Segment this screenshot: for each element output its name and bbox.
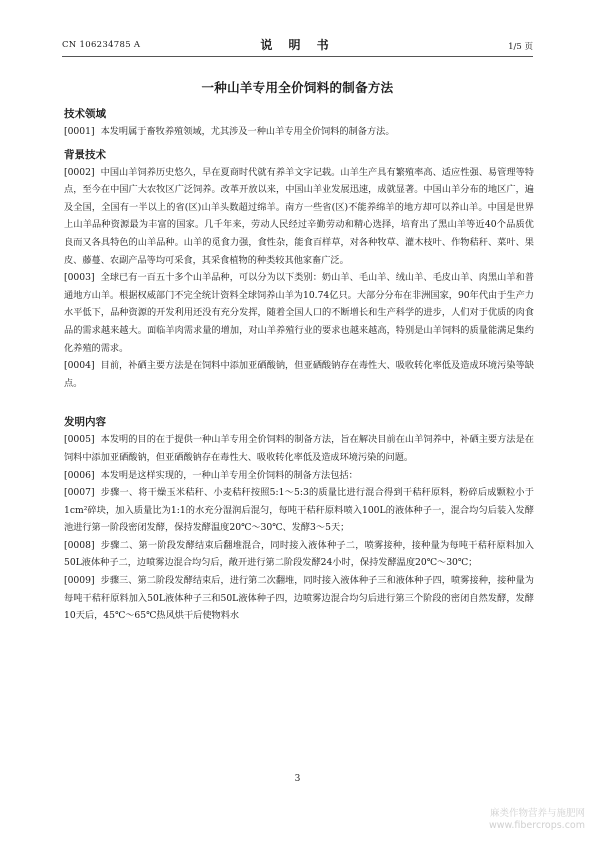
document-body bbox=[64, 106, 534, 625]
paragraph-text: 中国山羊饲养历史悠久，早在夏商时代就有养羊文字记载。山羊生产具有繁殖率高、适应性强、易管理等特点，至今在中国广大农牧区广泛饲养。改革开放以来，中国山羊业发展迅速，成就显著。中国山羊分布的地区广，遍及全国，全国有一半以上的省(区)山羊头数超过绵羊。南方一些省(区)不能养绵羊的地方却可以养山羊。中国是世界上山羊品种资源最为丰富的国家。几千年来，劳动人民经过辛勤劳动和精心选择，培育出了黑山羊等近40个品质优良而又各具特色的山羊品种。山羊的觅食力强，食性杂，能食百样草，对各种牧草、灌木枝叶、作物秸秆、菜叶、果皮、藤蔓、农副产品等均可采食，其采食植物的种类较其他家畜广泛。 bbox=[64, 166, 534, 266]
paragraph-number: [0007] bbox=[64, 487, 95, 499]
paragraph-0006 bbox=[64, 467, 534, 485]
watermark bbox=[489, 808, 585, 832]
paragraph-text: 全球已有一百五十多个山羊品种，可以分为以下类别：奶山羊、毛山羊、绒山羊、毛皮山羊、肉黑山羊和普通地方山羊。根据权威部门不完全统计资料全球饲养山羊为10.74亿只。大部分分布在非洲国家，90年代由于生产力水平低下，品种资源的开发利用还没有充分发挥，随着全国人口的不断增长和生产科学的进步，人们对于优质的肉食品的需求越来越大。面临羊肉需求量的增加，对山羊养殖行业的要求也越来越高，特别是山羊饲料的质量能满足集约化养殖的需求。 bbox=[64, 272, 534, 354]
paragraph-0007 bbox=[64, 484, 534, 537]
paragraph-number: [0008] bbox=[64, 539, 95, 551]
page-header bbox=[62, 38, 533, 54]
paragraph-0003 bbox=[64, 269, 534, 357]
paragraph-text: 本发明的目的在于提供一种山羊专用全价饲料的制备方法，旨在解决目前在山羊饲养中，补硒主要方法是在饲料中添加亚硒酸钠，但亚硒酸钠存在毒性大、吸收转化率低及造成环境污染的问题。 bbox=[64, 434, 534, 463]
paragraph-text: 步骤一、将干燥玉米秸秆、小麦秸秆按照5:1～5:3的质量比进行混合得到干秸秆原料，粉碎后成颗粒小于1cm²碎块，加入质量比为1:1的水充分湿润后混匀，每吨干秸秆原料喷入100L的液体种子一，混合均匀后装入发酵池进行第一阶段密闭发酵，保持发酵温度20℃～30℃、发酵3～5天； bbox=[64, 487, 534, 534]
paragraph-0005 bbox=[64, 431, 534, 466]
paragraph-0009 bbox=[64, 572, 534, 625]
page-indicator: 1/5 页 bbox=[508, 42, 533, 52]
paragraph-text: 本发明是这样实现的，一种山羊专用全价饲料的制备方法包括： bbox=[100, 469, 358, 481]
header-divider bbox=[62, 56, 533, 57]
paragraph-0004 bbox=[64, 357, 534, 392]
paragraph-number: [0005] bbox=[64, 434, 95, 446]
section-heading-technical-field: 技术领域 bbox=[64, 108, 106, 120]
paragraph-text: 步骤二、第一阶段发酵结束后翻堆混合，同时接入液体种子二，喷雾接种，接种量为每吨干秸秆原料加入50L液体种子二，边喷雾边混合均匀后，敞开进行第二阶段发酵24小时，保持发酵温度20℃～30℃； bbox=[64, 539, 534, 569]
paragraph-text: 步骤三、第二阶段发酵结束后，进行第二次翻堆，同时接入液体种子三和液体种子四，喷雾接种，接种量为每吨干秸秆原料加入50L液体种子三和50L液体种子四，边喷雾边混合均匀后进行第三个阶段的密闭自然发酵，发酵10天后，45℃～65℃热风烘干后使物料水 bbox=[64, 575, 534, 622]
paragraph-number: [0002] bbox=[64, 166, 95, 178]
paragraph-0002 bbox=[64, 164, 534, 270]
paragraph-text: 目前，补硒主要方法是在饲料中添加亚硒酸钠，但亚硒酸钠存在毒性大、吸收转化率低及造成环境污染等缺点。 bbox=[64, 360, 534, 389]
paragraph-number: [0003] bbox=[64, 272, 95, 284]
paragraph-0001 bbox=[64, 123, 534, 141]
watermark-url: www.fibercrops.com bbox=[488, 820, 585, 831]
section-heading-summary: 发明内容 bbox=[64, 416, 106, 429]
paragraph-number: [0006] bbox=[64, 469, 95, 481]
section-heading-background: 背景技术 bbox=[64, 148, 106, 161]
document-title: 一种山羊专用全价饲料的制备方法 bbox=[201, 80, 394, 95]
patent-number: CN 106234785 A bbox=[62, 40, 141, 50]
document-type: 说 明 书 bbox=[260, 38, 335, 52]
watermark-site-name: 麻类作物营养与施肥网 bbox=[489, 808, 585, 819]
paragraph-text: 本发明属于畜牧养殖领域，尤其涉及一种山羊专用全价饲料的制备方法。 bbox=[100, 126, 395, 137]
paragraph-number: [0004] bbox=[64, 360, 95, 372]
paragraph-number: [0009] bbox=[64, 575, 95, 587]
paragraph-0008 bbox=[64, 537, 534, 572]
paragraph-number: [0001] bbox=[64, 126, 95, 137]
page-number: 3 bbox=[294, 774, 301, 784]
